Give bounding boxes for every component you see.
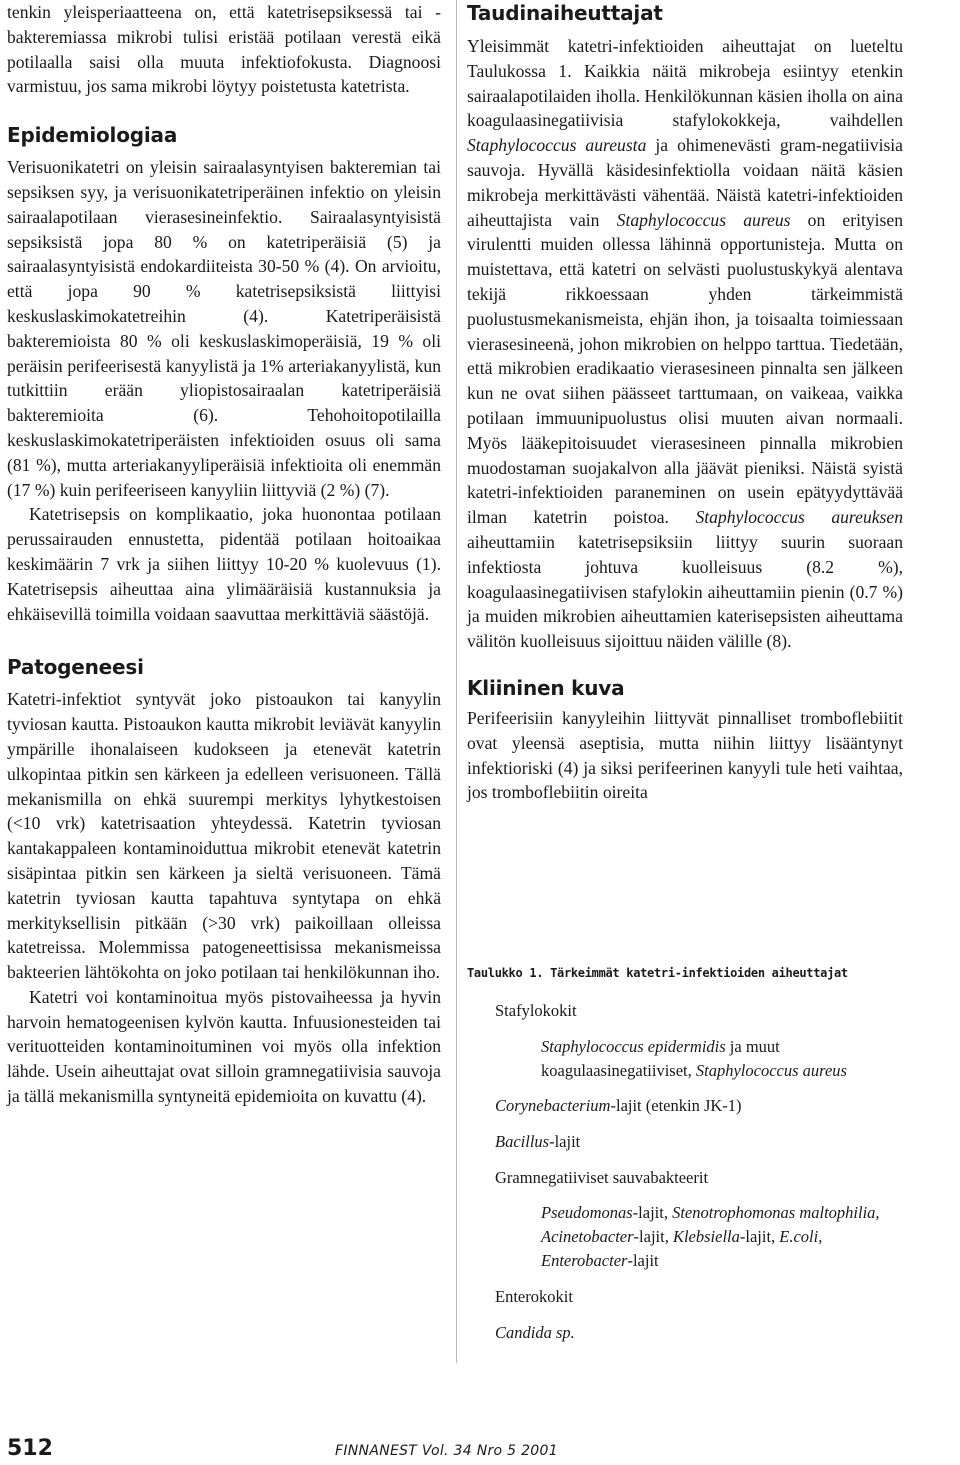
species-name: Stenotrophomonas maltophilia, (672, 1203, 880, 1222)
text-run: -lajit (549, 1132, 581, 1151)
species-name: Bacillus (495, 1132, 550, 1151)
table-entry-stafylokokit: Stafylokokit (495, 1001, 577, 1020)
table-entry-enterokokit: Enterokokit (495, 1287, 573, 1306)
table-subentry-enterobacter (467, 1249, 937, 1273)
text-run: -lajit, (632, 1203, 673, 1222)
species-name: Acinetobacter (541, 1227, 634, 1246)
table-entry-bacillus (467, 1130, 937, 1154)
text-run: koagulaasinegatiiviset, (541, 1061, 696, 1080)
species-name: Staphylococcus epidermidis (541, 1037, 726, 1056)
table-subentry-acinetobacter (467, 1225, 937, 1249)
text-run: -lajit (etenkin JK-1) (610, 1096, 742, 1115)
intro-paragraph: tenkin yleisperiaatteena on, että katetrisepsiksessä tai -bakteremiassa mikrobi tulisi eristää potilaan verestä eikä potilaalla saisi olla muuta infektiofokusta. Diagnoosi varmistuu, jos sama mikrobi löytyy poistetusta katetrista. (7, 2, 441, 97)
epidemiologia-paragraph-1: Verisuonikatetri on yleisin sairaalasyntyisen bakteremian tai sepsiksen syy, ja verisuonikatetriperäinen infektio on yleisin sairaalapotilaan vierasesineinfektio. Sairaalasyntyisistä sepsiksistä jopa 80 % on katetriperäisiä (5) ja sairaalasyntyisistä endokardiiteista 30-50 % (4). On arvioitu, että jopa 90 % katetrisepsiksistä liittyisi keskuslaskimokatetreihin (4). Katetriperäisistä bakteremioista 80 % oli keskuslaskimoperäisiä, 19 % oli peräisin perifeerisestä kanyylistä ja 1% arteriakanyylistä, kun tutkittiin erään yliopistosairaalan katetriperäisiä bakteremioita (6). Tehohoitopotilailla keskuslaskimokatetriperäisten infektioiden osuus oli sama (81 %), mutta arteriakanyyliperäisiä infektioita oli enemmän (17 %) kuin perifeeriseen kanyyliin liittyviä (2 %) (7). (7, 157, 441, 500)
journal-footer: FINNANEST Vol. 34 Nro 5 2001 (335, 1443, 558, 1459)
species-name: Pseudomonas (541, 1203, 633, 1222)
section-heading-taudinaiheuttajat: Taudinaiheuttajat (467, 1, 663, 25)
section-heading-patogeneesi: Patogeneesi (7, 655, 144, 680)
section-heading-epidemiologia: Epidemiologiaa (7, 123, 178, 148)
species-name: Enterobacter (541, 1251, 628, 1270)
species-name: E.coli, (779, 1227, 823, 1246)
text-run: -lajit, (633, 1227, 673, 1246)
section-heading-kliininen-kuva: Kliininen kuva (467, 675, 625, 700)
table-subentry-staphylococcus (467, 1035, 937, 1059)
kliininen-paragraph: Perifeerisiin kanyyleihin liittyvät pinnalliset tromboflebiitit ovat yleensä aseptisia, mutta niihin liittyy lisääntynyt infektioriski (4) ja siksi perifeerinen kanyyli tule heti vaihtaa, jos tromboflebiitin oireita (467, 707, 903, 803)
table-1 (467, 966, 937, 1345)
patogeneesi-paragraph-2: Katetri voi kontaminoitua myös pistovaiheessa ja hyvin harvoin hematogeenisen kylvön kautta. Infuusionesteiden tai verituotteiden kontaminoituminen voi myös olla infektion lähde. Usein aiheuttajat ovat silloin gramnegatiivisia sauvoja ja tällä mekanismilla syntyneitä epidemioita on kuvattu (4). (7, 986, 441, 1107)
species-name: Staphylococcus aureuksen (695, 507, 903, 528)
text-run: on erityisen virulentti muiden ollessa lähinnä opportunisteja. Mutta on muistettava, että katetri on selvästi puolustuskykyä alentava tekijä rikkoessaan yhden tärkeimmistä puolustusmekanismeista, ehjän ihon, ja toisaalta toimiessaan vierasesineenä, johon mikrobien on helppo tarttua. Tiedetään, että mikrobien eradikaatio vierasesineen pinnalta sen jälkeen kun ne ovat siihen päässeet tarttumaan, on vaikeaa, vaikka potilaan immuunipuolustus olisi muuten aivan normaali. Myös lääkepitoisuudet vierasesineen pinnalla mikrobien muodostaman suojakalvon alla jäävät pieniksi. Näistä syistä katetri-infektioiden paraneminen on usein epätyydyttävää ilman katetrin poistoa. (467, 209, 904, 528)
epidemiologia-paragraph-2: Katetrisepsis on komplikaatio, joka huonontaa potilaan perussairauden ennustetta, pidentää potilaan hoitoaikaa keskimäärin 7 vrk ja siihen liittyy 10-20 % kuolevuus (1). Katetrisepsis aiheuttaa aina ylimääräisiä kustannuksia ja ehkäisevillä toimilla voidaan saavuttaa merkittäviä säästöjä. (7, 504, 441, 624)
species-name: Staphylococcus aureusta (467, 135, 647, 156)
species-name: Staphylococcus aureus (616, 209, 791, 230)
column-divider (456, 0, 457, 1363)
text-run: Yleisimmät katetri-infektioiden aiheuttajat on lueteltu Taulukossa 1. Kaikkia näitä mikrobeja esiintyy etenkin sairaalapotilaiden iholla. Henkilökunnan käsien iholla on aina koagulaasinegatiivisia stafylokokkeja, vaihdellen (467, 36, 903, 131)
text-run: -lajit, (739, 1227, 780, 1246)
left-column (7, 0, 441, 1109)
table-subentry-pseudomonas (467, 1201, 937, 1225)
species-name: Corynebacterium (495, 1096, 611, 1115)
taudinaiheuttajat-paragraph (467, 34, 903, 654)
table-entry-corynebacterium (467, 1094, 937, 1118)
page-number: 512 (7, 1436, 53, 1461)
table-entry-candida (467, 1321, 937, 1345)
species-name: Klebsiella (672, 1227, 740, 1246)
species-name: Staphylococcus aureus (695, 1061, 847, 1080)
right-column (467, 0, 903, 805)
table-entry-gramnegatiiviset: Gramnegatiiviset sauvabakteerit (495, 1168, 709, 1187)
patogeneesi-paragraph-1: Katetri-infektiot syntyvät joko pistoaukon tai kanyylin tyviosan kautta. Pistoaukon kautta mikrobit leviävät kanyylin ympärille ihonalaiseen kudokseen ja etenevät katetrin ulkopintaa pitkin sen kärkeen ja edelleen verisuoneen. Tällä mekanismilla on ehkä suurempi merkitys lyhytkestoisen (<10 vrk) katetrisaation yhteydessä. Katetrin tyviosan kantakappaleen kontaminoiduttua mikrobit etenevät katetrin sisäpintaa pitkin sen kärkeen ja sieltä verisuoneen. Tämä katetrin tyviosan kautta tapahtuva syntytapa on ehkä merkityksellisin pitkään (>30 vrk) paikoillaan olleissa katetreissa. Molemmissa patogeneettisissa mekanismeissa bakteerien lähtökohta on joko potilaan tai henkilökunnan iho. (7, 689, 441, 983)
species-name: Candida sp. (495, 1323, 575, 1342)
text-run: -lajit (627, 1251, 659, 1270)
text-run: ja muut (725, 1037, 780, 1056)
table-subentry-koagulaasinegatiiviset (467, 1059, 937, 1083)
table-caption: Taulukko 1. Tärkeimmät katetri-infektioiden aiheuttajat (467, 966, 848, 980)
text-run: aiheuttamiin katetrisepsiksiin liittyy suurin suoraan infektiosta johtuva kuolleisuus (8.2 %), koagulaasinegatiivisen stafylokin aiheuttamiin pienin (0.7 %) ja muiden mikrobien aiheuttamien katerisepsisten aiheuttama välitön kuolleisuus sijoittuu näiden välille (8). (467, 531, 903, 652)
text-run: ja ohimenevästi gram-negatiivisia sauvoja. Hyvällä käsidesinfektiolla voidaan näitä käsien mikrobeja merkittävästi vähentää. Näistä katetri-infektioiden aiheuttajista vain (467, 135, 903, 230)
